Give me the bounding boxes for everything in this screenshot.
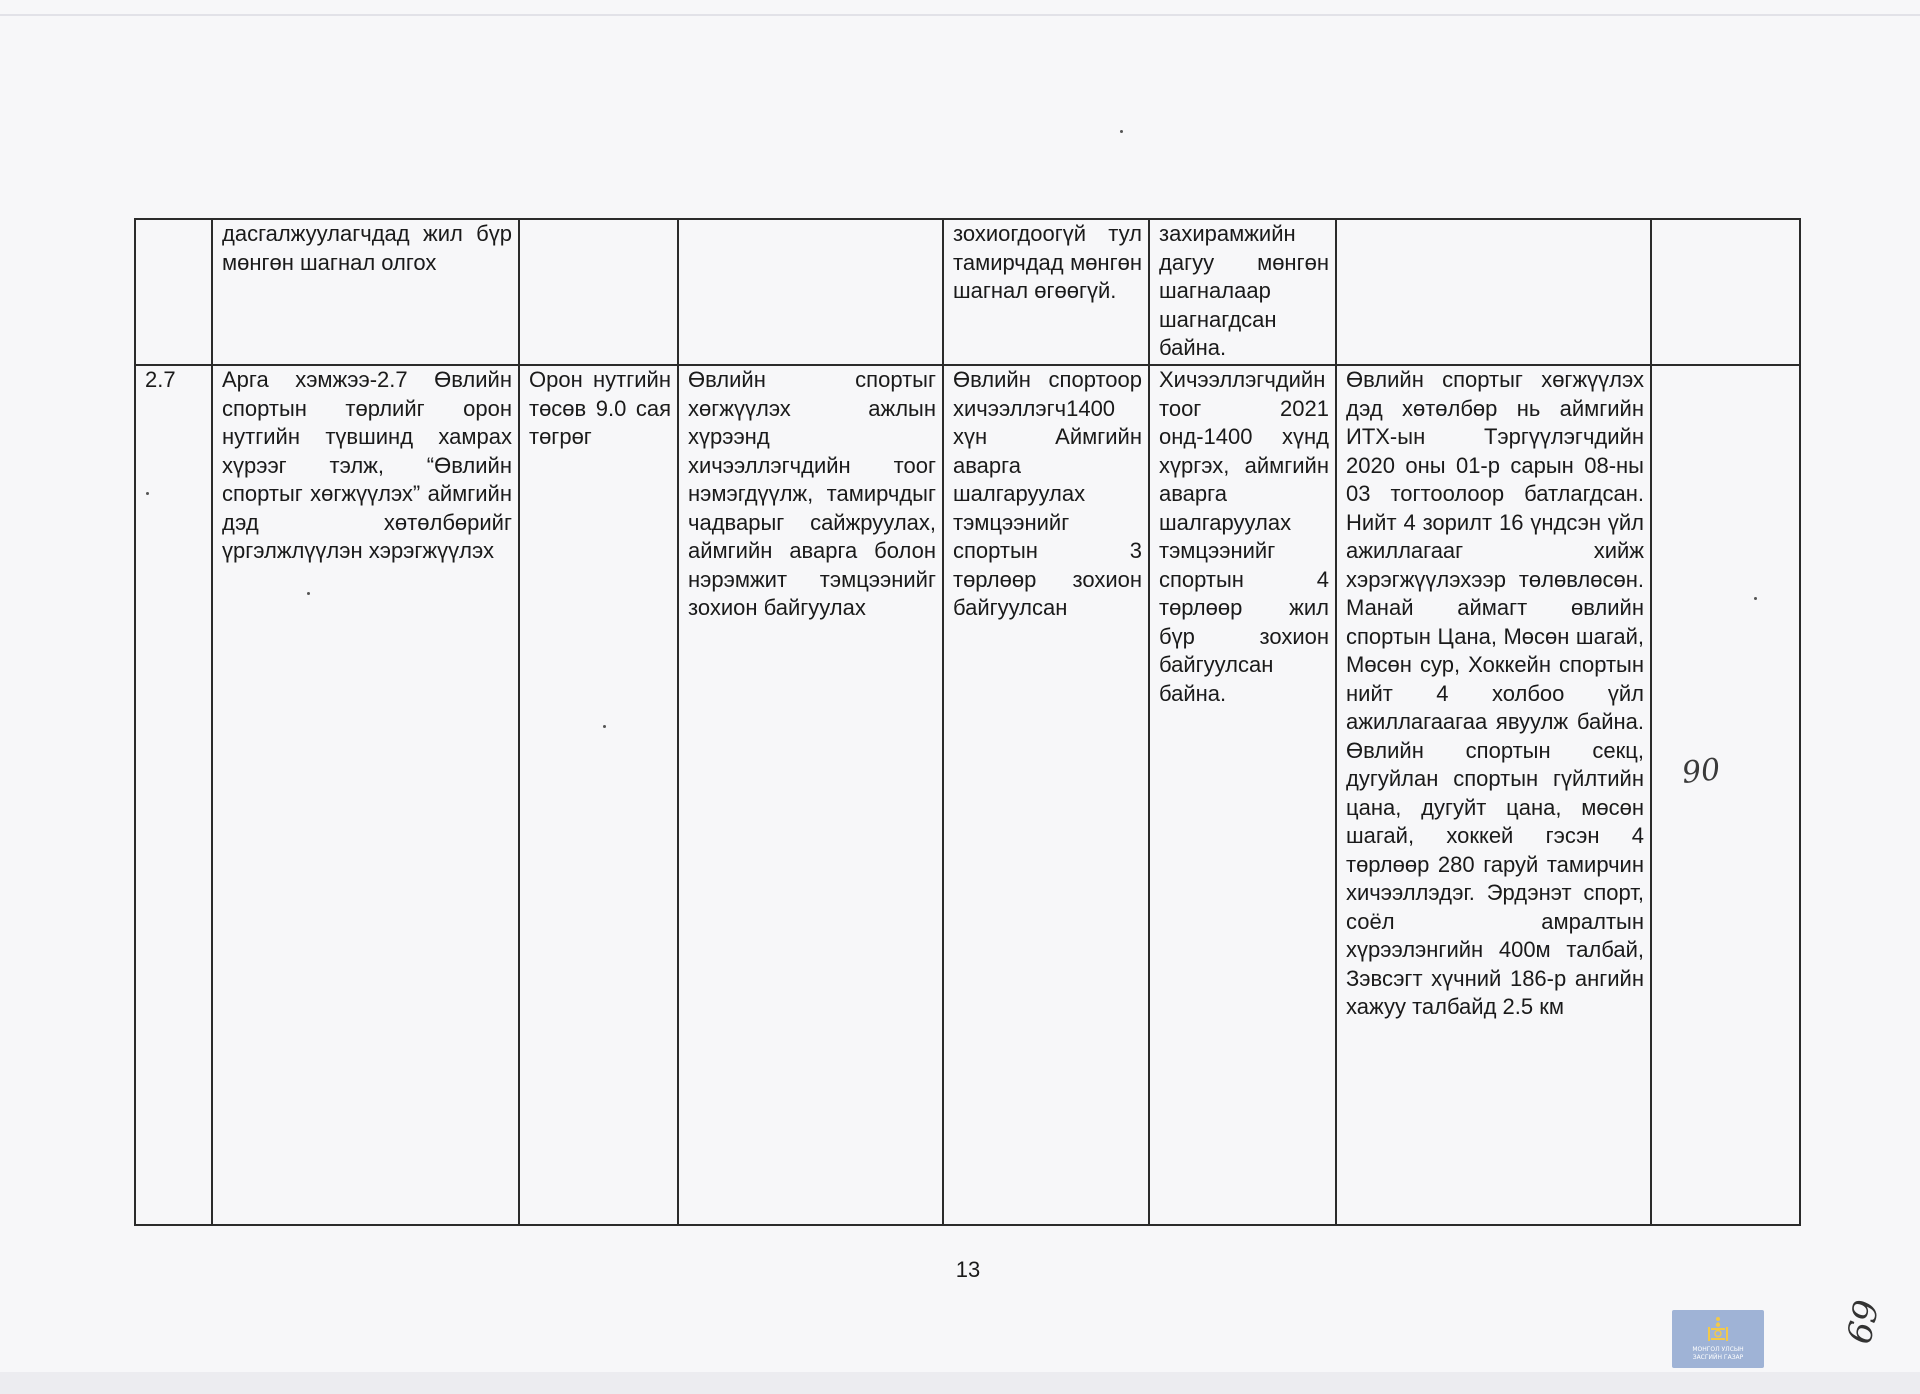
cell-baseline-continued: зохиогдоогүй тул тамирчдад мөнгөн шагнал өгөөгүй. xyxy=(943,219,1149,365)
handwritten-corner-number: 69 xyxy=(1839,1296,1888,1348)
cell-baseline: Өвлийн спортоор хичээллэгч1400 хүн Аймгийн аварга шалгаруулах тэмцээнийг спортын 3 төрлөөр зохион байгуулсан xyxy=(943,365,1149,1225)
cell-activity-empty xyxy=(678,219,943,365)
cell-performance-empty xyxy=(1336,219,1651,365)
scan-edge-top xyxy=(0,14,1920,16)
cell-activity: Өвлийн спортыг хөгжүүлэх ажлын хүрээнд хичээллэгчдийн тоог нэмэгдүүлж, тамирчдыг чадварыг сайжруулах, аймгийн аварга болон нэрэмжит тэмцээнийг зохион байгуулах xyxy=(678,365,943,1225)
cell-score xyxy=(1651,365,1800,1225)
row-2-7 xyxy=(135,365,1800,1225)
cell-target: Хичээллэгчдийн тоог 2021 онд-1400 хүнд хүргэх, аймгийн аварга шалгаруулах тэмцээнийг спортын 4 төрлөөр жил бүр зохион байгуулсан байна. xyxy=(1149,365,1336,1225)
scan-edge-bottom xyxy=(0,1372,1920,1394)
stamp-line-2: ЗАСГИЙН ГАЗАР xyxy=(1692,1354,1744,1361)
handwritten-score: 90 xyxy=(1680,752,1722,791)
cell-funding-empty xyxy=(519,219,678,365)
cell-target-continued: захирамжийн дагуу мөнгөн шагналаар шагнагдсан байна. xyxy=(1149,219,1336,365)
page-number: 13 xyxy=(955,1257,981,1282)
cell-score-empty xyxy=(1651,219,1800,365)
cell-performance: Өвлийн спортыг хөгжүүлэх дэд хөтөлбөр нь аймгийн ИТХ-ын Тэргүүлэгчдийн 2020 оны 01-р сарын 08-ны 03 тогтоолоор батлагдсан. Нийт 4 зорилт 16 үндсэн үйл ажиллагааг хийж хэрэгжүүлэхээр төлөвлөсөн. Манай аймагт өвлийн спортын Цана, Мөсөн шагай, Мөсөн сур, Хоккейн спортын нийт 4 холбоо үйл ажиллагаагаа явуулж байна. Өвлийн спортын секц, дугуйлан спортын гүйлтийн цана, дугуйт цана, мөсөн шагай, хоккей гэсэн 4 төрлөөр 280 гаруй тамирчин хичээллэдэг. Эрдэнэт спорт, соёл амралтын хүрээлэнгийн 400м талбай, Зэвсэгт хүчний 186-р ангийн хажуу талбайд 2.5 км xyxy=(1336,365,1651,1225)
scan-speck xyxy=(1754,597,1757,600)
cell-measure-continued: дасгалжуулагчдад жил бүр мөнгөн шагнал олгох xyxy=(212,219,519,365)
stamp-line-1: МОНГОЛ УЛСЫН xyxy=(1692,1346,1744,1353)
cell-funding: Орон нутгийн төсөв 9.0 сая төгрөг xyxy=(519,365,678,1225)
continuation-row xyxy=(135,219,1800,365)
scan-speck xyxy=(307,592,310,595)
scan-speck xyxy=(603,725,606,728)
scan-speck xyxy=(1120,130,1123,133)
cell-number-empty xyxy=(135,219,212,365)
government-stamp xyxy=(1672,1310,1764,1368)
assessment-table xyxy=(134,218,1801,1226)
cell-measure: Арга хэмжээ-2.7 Өвлийн спортын төрлийг орон нутгийн түвшинд хамрах хүрээг тэлж, “Өвлийн спортыг хөгжүүлэх” аймгийн дэд хөтөлбөрийг үргэлжлүүлэн хэрэгжүүлэх xyxy=(212,365,519,1225)
cell-row-number: 2.7 xyxy=(135,365,212,1225)
scan-speck xyxy=(146,492,149,495)
soyombo-emblem-icon xyxy=(1706,1316,1730,1342)
